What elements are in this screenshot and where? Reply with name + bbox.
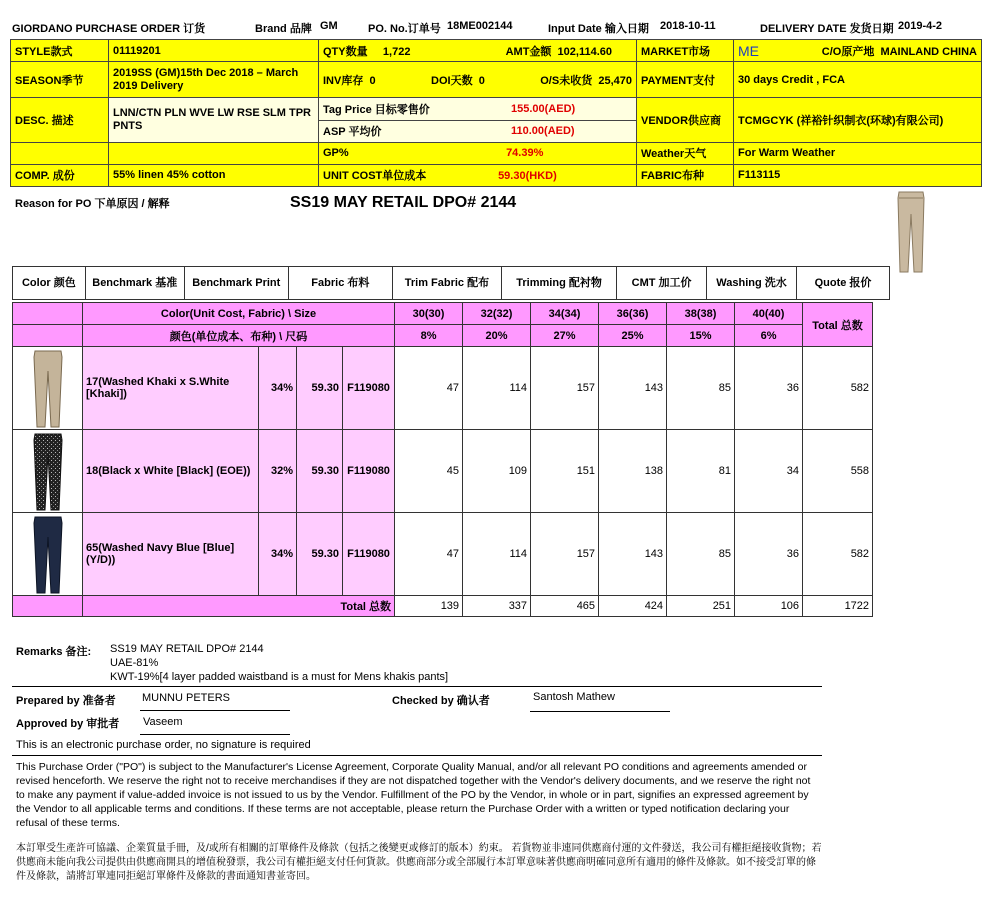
qty-cell: 36 <box>735 347 803 430</box>
market-label: MARKET市场 <box>637 40 734 62</box>
row-total: 558 <box>803 430 873 513</box>
amt-value: 102,114.60 <box>557 45 612 58</box>
category-washing: Washing 洗水 <box>707 267 797 300</box>
po-number-label: PO. No.订单号 <box>368 23 441 35</box>
brand-label: Brand 品牌 <box>255 23 312 35</box>
table-row <box>13 513 873 596</box>
inv-value: 0 <box>369 74 376 87</box>
os-value: 25,470 <box>598 74 632 87</box>
category-quote: Quote 报价 <box>797 267 890 300</box>
payment-value: 30 days Credit , FCA <box>734 62 982 98</box>
remarks-label: Remarks 备注: <box>16 646 92 658</box>
approved-by-field <box>140 716 290 735</box>
qty-cell: 151 <box>531 430 599 513</box>
vendor-value: TCMGCYK (祥裕针织制衣(环球)有限公司) <box>734 98 982 142</box>
color-swatch-cell <box>13 347 83 430</box>
size-breakdown-table <box>12 302 873 617</box>
remarks-line-1: SS19 MAY RETAIL DPO# 2144 <box>110 643 264 655</box>
color-name: 17(Washed Khaki x S.White [Khaki]) <box>83 347 259 430</box>
inv-label: INV库存 <box>323 74 364 87</box>
color-cost: 59.30 <box>297 513 343 596</box>
color-swatch-cell <box>13 513 83 596</box>
electronic-po-note: This is an electronic purchase order, no signature is required <box>16 739 311 751</box>
size-pct: 27% <box>531 325 599 347</box>
season-label: SEASON季节 <box>11 62 109 98</box>
row-total: 582 <box>803 513 873 596</box>
qty-value: 1,722 <box>382 45 411 58</box>
size-label: 34(34) <box>531 303 599 325</box>
market-origin-cell <box>734 40 982 62</box>
origin-label: C/O原产地 <box>821 45 875 58</box>
pants-thumbnail <box>31 515 65 593</box>
origin-value: MAINLAND CHINA <box>880 45 977 58</box>
size-pct: 8% <box>395 325 463 347</box>
table-row <box>13 430 873 513</box>
pants-thumbnail <box>31 349 65 427</box>
qty-cell: 114 <box>463 347 531 430</box>
qty-amt-cell <box>319 40 637 62</box>
tag-price-value: 155.00(AED) <box>511 103 576 116</box>
doi-label: DOI天数 <box>431 74 473 87</box>
qty-cell: 36 <box>735 513 803 596</box>
unit-cost-value: 59.30(HKD) <box>498 170 557 183</box>
size-label: 30(30) <box>395 303 463 325</box>
product-image <box>893 190 929 274</box>
qty-cell: 81 <box>667 430 735 513</box>
qty-label: QTY数量 <box>323 45 368 58</box>
category-benchmark-print: Benchmark Print <box>184 267 288 300</box>
size-total: 139 <box>395 596 463 617</box>
qty-cell: 157 <box>531 513 599 596</box>
divider <box>12 686 822 687</box>
size-total: 106 <box>735 596 803 617</box>
qty-cell: 34 <box>735 430 803 513</box>
amt-label: AMT金额 <box>505 45 552 58</box>
divider <box>12 755 822 756</box>
qty-cell: 157 <box>531 347 599 430</box>
size-label: 40(40) <box>735 303 803 325</box>
delivery-date-value: 2019-4-2 <box>898 20 943 32</box>
color-pct: 34% <box>259 347 297 430</box>
remarks-line-3: KWT-19%[4 layer padded waistband is a must for Mens khakis pants] <box>110 671 449 683</box>
market-value: ME <box>738 42 759 59</box>
totals-label: Total 总数 <box>83 596 395 617</box>
qty-cell: 85 <box>667 513 735 596</box>
input-date-label: Input Date 输入日期 <box>548 23 649 35</box>
unit-cost-label: UNIT COST单位成本 <box>323 170 427 183</box>
grid-header-en: Color(Unit Cost, Fabric) \ Size <box>83 303 395 325</box>
delivery-date-label: DELIVERY DATE 发货日期 <box>760 23 894 35</box>
size-label: 38(38) <box>667 303 735 325</box>
remarks-line-2: UAE-81% <box>110 657 159 669</box>
checked-by-label: Checked by 确认者 <box>392 695 490 707</box>
terms-chinese: 本訂單受生產許可協議、企業質量手冊，及/或所有相關的訂單條件及條款（包括之後變更或修訂的版本）約束。 若貨物並非連同供應商付運的文件發送，我公司有權拒絕接收貨物；若供應商未能向我公司提供由供應商開具的增值稅發票，我公司有權拒絕支付任何貨款。供應商部分或全部履行本訂單意味著供應商明確同意所有適用的條件及條款。如不接受訂單的條件及條款，請將訂單連同拒絕訂單條件及條款的書面通知書並寄回。 <box>16 843 822 882</box>
qty-cell: 138 <box>599 430 667 513</box>
terms-english: This Purchase Order ("PO") is subject to the Manufacturer's License Agreement, Corporate Quality Manual, and/or all relevant PO conditions and agreements amended or revised henceforth. We reserve the right not to receive merchandises if they are not dispatched together with the Vendor's delivery documents, and we reserve the right not to make any payment if value-added invoice is not issued to us by the Vendor. Fulfillment of the PO by the Vendor, in whole or in part, signifies an expressed agreement by the Vendor to all applicable terms and conditions. If these terms are not acceptable, please return the Purchase Order with a written or typed notification declaring your refusal of these terms. <box>16 761 811 829</box>
payment-label: PAYMENT支付 <box>637 62 734 98</box>
category-header-row <box>12 266 890 300</box>
prepared-by-value: MUNNU PETERS <box>142 692 231 704</box>
desc-value: LNN/CTN PLN WVE LW RSE SLM TPR PNTS <box>109 98 319 142</box>
blank-cell <box>109 142 319 164</box>
color-pct: 34% <box>259 513 297 596</box>
color-cost: 59.30 <box>297 347 343 430</box>
qty-cell: 114 <box>463 513 531 596</box>
category-trim-fabric: Trim Fabric 配布 <box>392 267 501 300</box>
reason-label: Reason for PO 下单原因 / 解释 <box>15 198 170 210</box>
os-label: O/S未收货 <box>540 74 593 87</box>
blank-cell <box>11 142 109 164</box>
category-cmt: CMT 加工价 <box>617 267 707 300</box>
prepared-by-field <box>140 692 290 711</box>
color-swatch-cell <box>13 430 83 513</box>
color-cost: 59.30 <box>297 430 343 513</box>
totals-corner <box>13 596 83 617</box>
size-total: 424 <box>599 596 667 617</box>
size-total: 337 <box>463 596 531 617</box>
inv-doi-os-cell <box>319 62 637 98</box>
unit-cost-cell <box>319 164 637 186</box>
price-cell <box>319 98 637 142</box>
qty-cell: 47 <box>395 513 463 596</box>
category-trimming: Trimming 配衬物 <box>501 267 616 300</box>
color-name: 65(Washed Navy Blue [Blue] (Y/D)) <box>83 513 259 596</box>
brand-value: GM <box>320 20 338 32</box>
category-fabric: Fabric 布料 <box>288 267 392 300</box>
input-date-value: 2018-10-11 <box>660 20 716 32</box>
fabric-label: FABRIC布种 <box>637 164 734 186</box>
weather-label: Weather天气 <box>637 142 734 164</box>
approved-by-value: Vaseem <box>143 716 183 728</box>
corner-cell <box>13 325 83 347</box>
pants-thumbnail <box>31 432 65 510</box>
vendor-label: VENDOR供应商 <box>637 98 734 142</box>
corner-cell <box>13 303 83 325</box>
asp-value: 110.00(AED) <box>511 125 575 138</box>
po-number-value: 18ME002144 <box>447 20 513 32</box>
comp-label: COMP. 成份 <box>11 164 109 186</box>
weather-value: For Warm Weather <box>734 142 982 164</box>
color-pct: 32% <box>259 430 297 513</box>
size-total: 465 <box>531 596 599 617</box>
comp-value: 55% linen 45% cotton <box>109 164 319 186</box>
qty-cell: 47 <box>395 347 463 430</box>
tag-price-label: Tag Price 目标零售价 <box>323 104 430 117</box>
color-fabric: F119080 <box>343 430 395 513</box>
checked-by-value: Santosh Mathew <box>533 691 615 703</box>
prepared-by-label: Prepared by 准备者 <box>16 695 116 707</box>
total-header: Total 总数 <box>803 303 873 347</box>
style-label: STYLE款式 <box>11 40 109 62</box>
size-pct: 15% <box>667 325 735 347</box>
qty-cell: 109 <box>463 430 531 513</box>
totals-row <box>13 596 873 617</box>
size-label: 32(32) <box>463 303 531 325</box>
asp-label: ASP 平均价 <box>323 126 382 139</box>
color-fabric: F119080 <box>343 513 395 596</box>
gp-value: 74.39% <box>506 147 544 160</box>
style-value: 01119201 <box>109 40 319 62</box>
po-title: GIORDANO PURCHASE ORDER 订货 <box>12 23 206 35</box>
doi-value: 0 <box>478 74 485 87</box>
approved-by-label: Approved by 审批者 <box>16 718 120 730</box>
color-name: 18(Black x White [Black] (EOE)) <box>83 430 259 513</box>
category-color: Color 颜色 <box>13 267 86 300</box>
size-pct: 6% <box>735 325 803 347</box>
color-fabric: F119080 <box>343 347 395 430</box>
desc-label: DESC. 描述 <box>11 98 109 142</box>
qty-cell: 85 <box>667 347 735 430</box>
size-pct: 20% <box>463 325 531 347</box>
size-label: 36(36) <box>599 303 667 325</box>
qty-cell: 45 <box>395 430 463 513</box>
grid-header-cn: 颜色(单位成本、布种) \ 尺码 <box>83 325 395 347</box>
dpo-title: SS19 MAY RETAIL DPO# 2144 <box>290 194 517 211</box>
table-row <box>13 347 873 430</box>
size-pct: 25% <box>599 325 667 347</box>
qty-cell: 143 <box>599 513 667 596</box>
season-value: 2019SS (GM)15th Dec 2018 – March 2019 Delivery <box>109 62 319 98</box>
size-total: 251 <box>667 596 735 617</box>
qty-cell: 143 <box>599 347 667 430</box>
gp-cell <box>319 142 637 164</box>
grand-total: 1722 <box>803 596 873 617</box>
fabric-value: F113115 <box>734 164 982 186</box>
checked-by-field <box>530 691 670 712</box>
category-benchmark: Benchmark 基准 <box>85 267 184 300</box>
po-info-table <box>10 39 982 187</box>
row-total: 582 <box>803 347 873 430</box>
gp-label: GP% <box>323 147 349 160</box>
